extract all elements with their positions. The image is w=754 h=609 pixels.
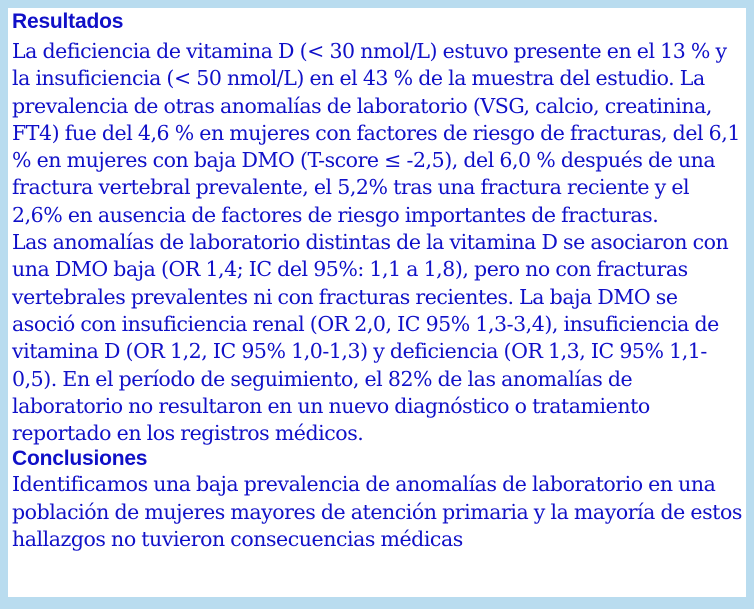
conclusions-paragraph: Identificamos una baja prevalencia de anomalías de laboratorio en una población de mujeres mayores de atención primaria y la mayoría de estos hallazgos no tuvieron consecuencias médicas xyxy=(12,472,742,552)
abstract-panel xyxy=(8,8,746,597)
conclusions-heading: Conclusiones xyxy=(12,447,148,471)
results-heading: Resultados xyxy=(12,10,124,33)
results-paragraph-2: Las anomalías de laboratorio distintas de la vitamina D se asociaron con una DMO baja (OR 1,4; IC del 95%: 1,1 a 1,8), pero no con fracturas vertebrales prevalentes ni con fracturas recientes. La baja DMO se asoció con insuficiencia renal (OR 2,0, IC 95% 1,3-3,4), insuficiencia de vitamina D (OR 1,2, IC 95% 1,0-1,3) y deficiencia (OR 1,3, IC 95% 1,1-0,5). En el período de seguimiento, el 82% de las anomalías de laboratorio no resultaron en un nuevo diagnóstico o tratamiento reportado en los registros médicos. xyxy=(12,230,729,446)
results-paragraph-1: La deficiencia de vitamina D (< 30 nmol/L) estuvo presente en el 13 % y la insuficiencia (< 50 nmol/L) en el 43 % de la muestra del estudio. La prevalencia de otras anomalías de laboratorio (VSG, calcio, creatinina, FT4) fue del 4,6 % en mujeres con factores de riesgo de fracturas, del 6,1 % en mujeres con baja DMO (T-score ≤ -2,5), del 6,0 % después de una fractura vertebral prevalente, el 5,2% tras una fractura reciente y el 2,6% en ausencia de factores de riesgo importantes de fracturas. xyxy=(12,39,740,227)
